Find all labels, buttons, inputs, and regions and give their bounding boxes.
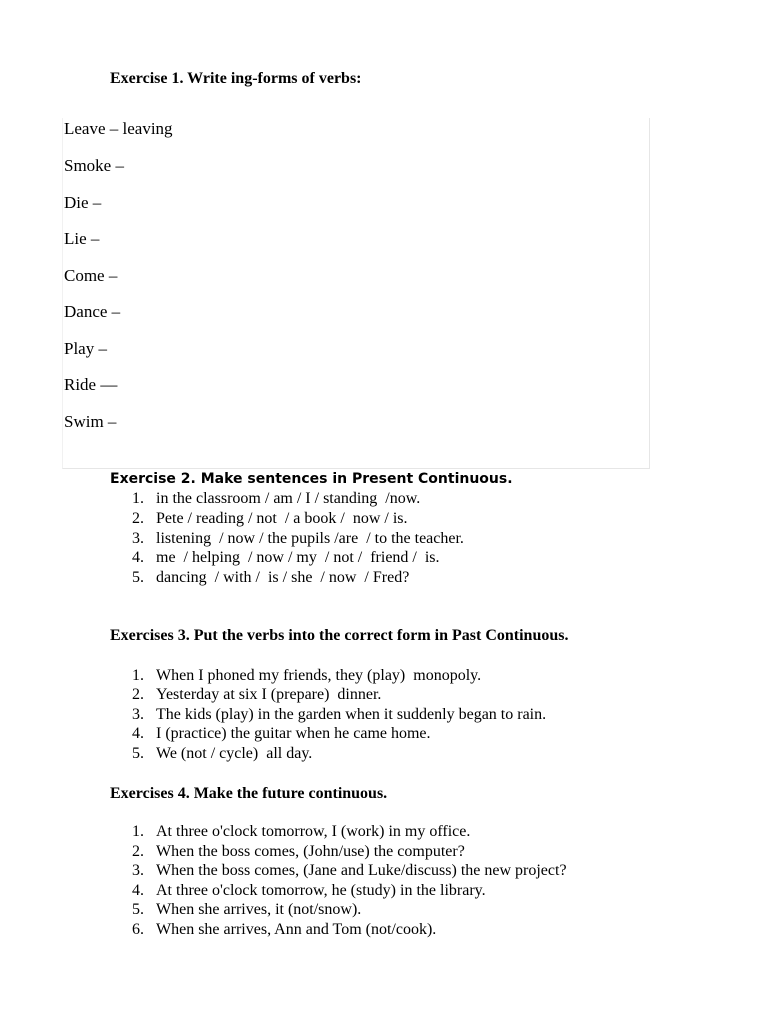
list-item	[132, 667, 481, 685]
list-item	[132, 823, 470, 841]
exercise-4-title: Exercises 4. Make the future continuous.	[110, 785, 388, 802]
exercise-1-title: Exercise 1. Write ing-forms of verbs:	[110, 70, 362, 87]
list-text: Yesterday at six I (prepare) dinner.	[156, 686, 382, 703]
list-item	[132, 725, 431, 743]
list-item	[132, 549, 440, 567]
verb-item-dance: Dance –	[64, 302, 121, 321]
list-number: 2.	[132, 510, 144, 527]
list-text: When the boss comes, (Jane and Luke/discuss) the new project?	[156, 862, 567, 879]
list-number: 5.	[132, 569, 144, 586]
exercise-1-answer-box	[62, 118, 650, 469]
list-number: 3.	[132, 862, 144, 879]
list-text: me / helping / now / my / not / friend / is.	[156, 549, 440, 566]
list-item	[132, 530, 464, 548]
list-number: 4.	[132, 882, 144, 899]
verb-item-lie: Lie –	[64, 229, 100, 248]
list-number: 2.	[132, 686, 144, 703]
list-text: Pete / reading / not / a book / now / is.	[156, 510, 408, 527]
list-text: When I phoned my friends, they (play) monopoly.	[156, 667, 482, 684]
list-text: dancing / with / is / she / now / Fred?	[156, 569, 410, 586]
list-item	[132, 510, 408, 528]
list-number: 3.	[132, 530, 144, 547]
list-number: 5.	[132, 901, 144, 918]
list-text: At three o'clock tomorrow, I (work) in my office.	[156, 823, 471, 840]
list-text: We (not / cycle) all day.	[156, 745, 313, 762]
list-item	[132, 921, 436, 939]
verb-item-come: Come –	[64, 266, 118, 285]
exercise-2-title: Exercise 2. Make sentences in Present Continuous.	[110, 471, 513, 487]
list-item	[132, 569, 409, 587]
list-item	[132, 901, 361, 919]
list-item	[132, 843, 465, 861]
list-text: When the boss comes, (John/use) the computer?	[156, 843, 465, 860]
list-text: listening / now / the pupils /are / to the teacher.	[156, 530, 464, 547]
exercise-3-title: Exercises 3. Put the verbs into the correct form in Past Continuous.	[110, 627, 569, 644]
list-text: When she arrives, it (not/snow).	[156, 901, 362, 918]
list-number: 4.	[132, 549, 144, 566]
list-item	[132, 862, 567, 880]
list-text: in the classroom / am / I / standing /now.	[156, 490, 421, 507]
list-number: 5.	[132, 745, 144, 762]
list-item	[132, 490, 420, 508]
list-number: 4.	[132, 725, 144, 742]
verb-item-smoke: Smoke –	[64, 156, 124, 175]
list-text: The kids (play) in the garden when it suddenly began to rain.	[156, 706, 547, 723]
list-item	[132, 706, 546, 724]
list-item	[132, 882, 486, 900]
list-number: 1.	[132, 823, 144, 840]
verb-item-swim: Swim –	[64, 412, 117, 431]
list-number: 1.	[132, 667, 144, 684]
list-number: 2.	[132, 843, 144, 860]
verb-item-die: Die –	[64, 193, 102, 212]
verb-item-leave: Leave – leaving	[64, 119, 173, 138]
list-text: At three o'clock tomorrow, he (study) in the library.	[156, 882, 486, 899]
list-item	[132, 745, 312, 763]
list-number: 6.	[132, 921, 144, 938]
list-item	[132, 686, 381, 704]
verb-item-play: Play –	[64, 339, 107, 358]
list-number: 3.	[132, 706, 144, 723]
verb-item-ride: Ride —	[64, 375, 118, 394]
list-number: 1.	[132, 490, 144, 507]
list-text: When she arrives, Ann and Tom (not/cook).	[156, 921, 437, 938]
list-text: I (practice) the guitar when he came home.	[156, 725, 431, 742]
